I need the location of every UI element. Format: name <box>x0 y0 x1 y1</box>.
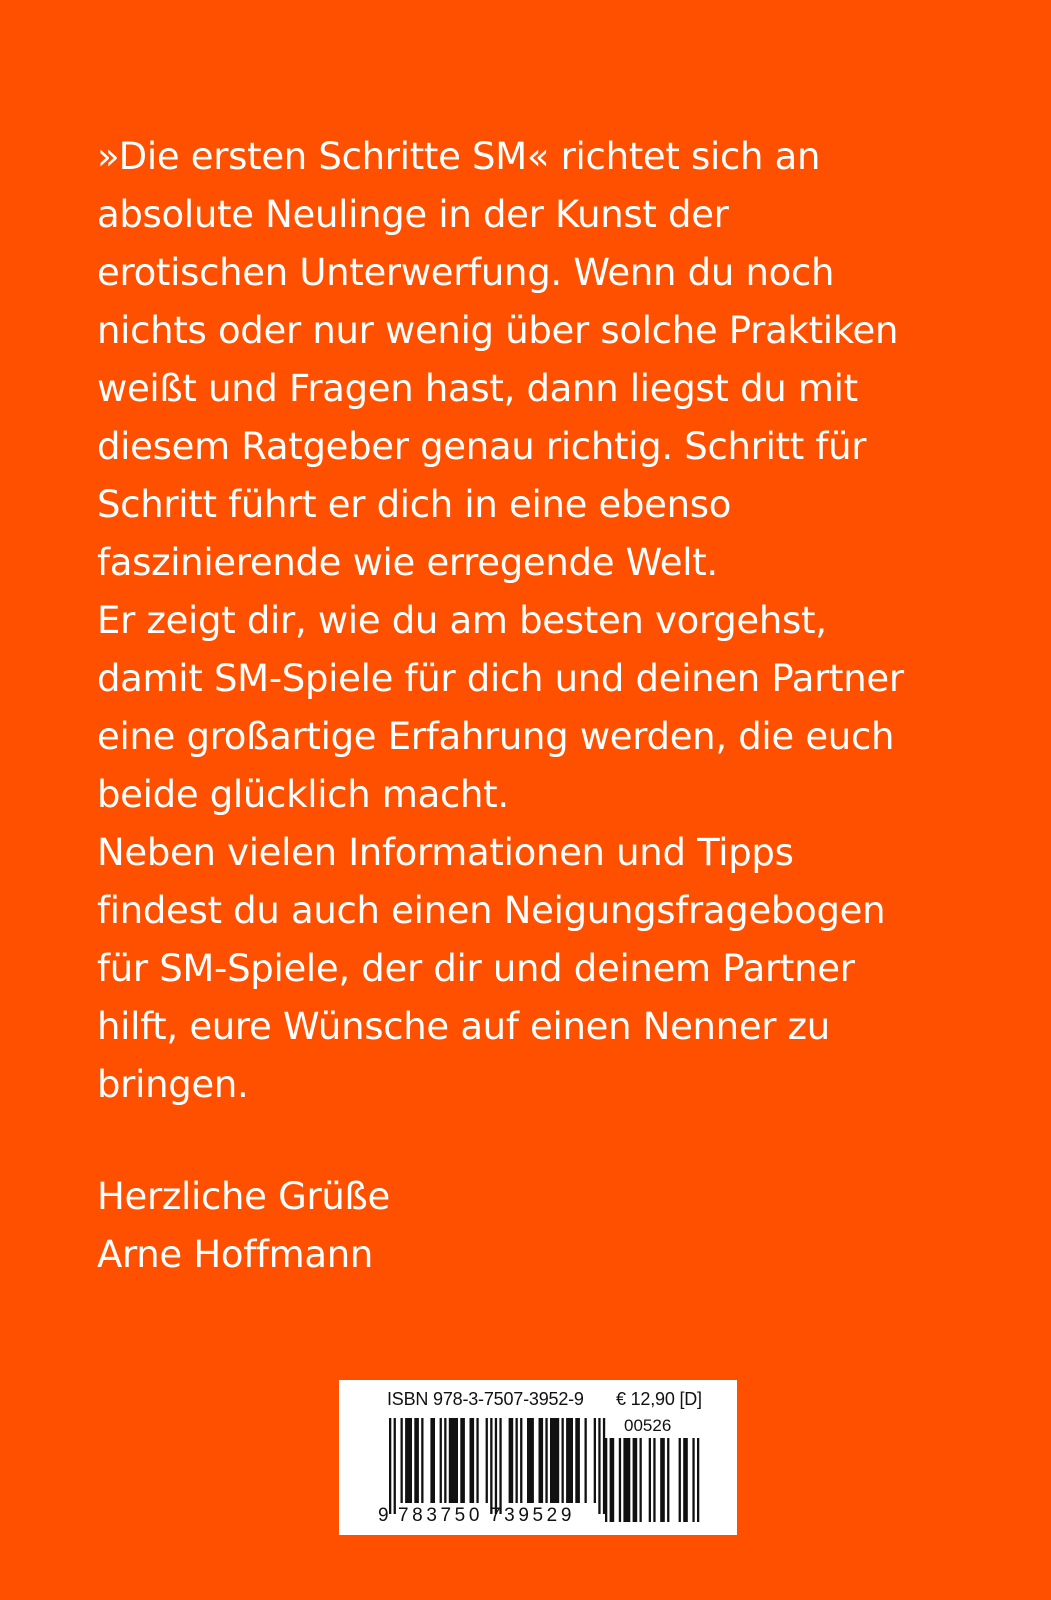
barcode-bar <box>509 1418 514 1503</box>
barcode-bar <box>449 1418 458 1503</box>
barcode-bar <box>470 1418 475 1503</box>
barcode-bar <box>405 1418 412 1503</box>
blurb-line: hilft, eure Wünsche auf einen Nenner zu <box>97 1005 830 1048</box>
barcode-bar <box>394 1418 396 1514</box>
addon-bar <box>683 1438 688 1522</box>
blurb-line: erotischen Unterwerfung. Wenn du noch <box>97 251 835 294</box>
barcode-bar <box>499 1418 501 1514</box>
barcode-bar <box>421 1418 423 1503</box>
blurb-line: weißt und Fragen hast, dann liegst du mit <box>97 367 858 410</box>
blurb-line: Neben vielen Informationen und Tipps <box>97 831 794 874</box>
barcode-bar <box>520 1418 522 1503</box>
barcode-bar <box>440 1418 442 1503</box>
barcode-bar <box>430 1418 435 1503</box>
blurb-text <box>97 128 1027 1114</box>
barcode-bar <box>566 1418 573 1503</box>
greeting: Herzliche Grüße <box>97 1175 390 1218</box>
author-name: Arne Hoffmann <box>97 1233 374 1276</box>
addon-bar <box>640 1438 642 1522</box>
barcode-bar <box>603 1418 605 1514</box>
barcode-bar <box>401 1418 403 1503</box>
barcode-bar <box>539 1418 544 1503</box>
isbn-label: ISBN 978-3-7507-3952-9 <box>387 1389 584 1409</box>
blurb-line: diesem Ratgeber genau richtig. Schritt für <box>97 425 867 468</box>
blurb-line: »Die ersten Schritte SM« richtet sich an <box>97 135 821 178</box>
barcode-bar <box>490 1418 492 1514</box>
barcode-bar <box>414 1418 419 1503</box>
blurb-line: bringen. <box>97 1063 249 1106</box>
barcode-bar <box>476 1418 478 1503</box>
ean-right-group: 739529 <box>490 1505 576 1526</box>
addon-bar <box>692 1438 694 1522</box>
barcode-bar <box>545 1418 547 1503</box>
blurb-line: eine großartige Erfahrung werden, die euch <box>97 715 895 758</box>
barcode-bar <box>460 1418 465 1503</box>
addon-bar <box>660 1438 665 1522</box>
blurb-line: beide glücklich macht. <box>97 773 509 816</box>
addon-bar <box>653 1438 655 1522</box>
addon-bar <box>679 1438 681 1522</box>
barcode-bar <box>516 1418 518 1503</box>
blurb-line: für SM-Spiele, der dir und deinem Partner <box>97 947 855 990</box>
price-label: € 12,90 [D] <box>616 1389 702 1409</box>
addon-bar <box>633 1438 638 1522</box>
barcode-box <box>339 1380 737 1535</box>
price-addon-code: 00526 <box>624 1416 672 1435</box>
barcode-bar <box>598 1418 600 1514</box>
addon-bar <box>605 1438 607 1522</box>
barcode-bar <box>594 1418 596 1503</box>
barcode-bar <box>550 1418 559 1503</box>
barcode-bar <box>486 1418 488 1503</box>
blurb-line: faszinierende wie erregende Welt. <box>97 541 718 584</box>
addon-bar <box>667 1438 669 1522</box>
blurb-line: Schritt führt er dich in eine ebenso <box>97 483 732 526</box>
addon-bar <box>623 1438 630 1522</box>
addon-bar <box>619 1438 621 1522</box>
barcode-bar <box>389 1418 391 1514</box>
addon-bar <box>697 1438 699 1522</box>
signoff <box>97 1168 390 1284</box>
barcode-bar <box>444 1418 446 1503</box>
blurb-line: nichts oder nur wenig über solche Praktiken <box>97 309 899 352</box>
barcode-bar <box>575 1418 580 1503</box>
addon-bar <box>649 1438 651 1522</box>
blurb-line: findest du auch einen Neigungsfragebogen <box>97 889 886 932</box>
ean-first-digit: 9 <box>378 1505 389 1526</box>
blurb-line: absolute Neulinge in der Kunst der <box>97 193 729 236</box>
barcode-bar <box>562 1418 564 1503</box>
barcode-bar <box>585 1418 587 1503</box>
barcode-bar <box>495 1418 497 1514</box>
barcode-bar <box>527 1418 534 1503</box>
blurb-line: damit SM-Spiele für dich und deinen Partner <box>97 657 904 700</box>
blurb-line: Er zeigt dir, wie du am besten vorgehst, <box>97 599 827 642</box>
ean-left-group: 783750 <box>398 1505 484 1526</box>
addon-bar <box>610 1438 615 1522</box>
